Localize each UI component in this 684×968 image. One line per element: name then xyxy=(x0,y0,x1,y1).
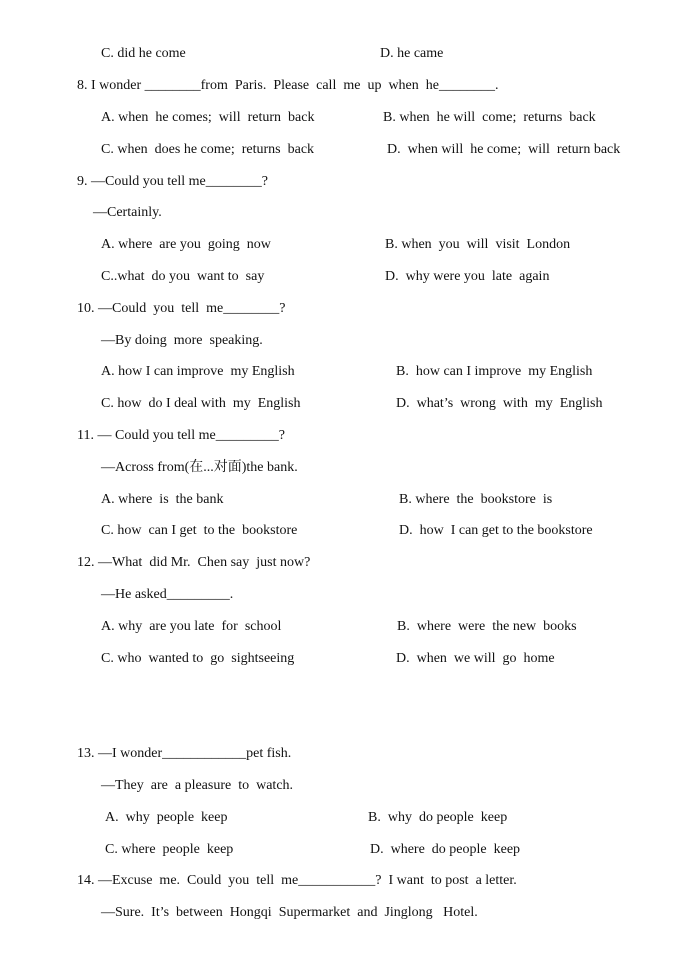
text-line: D. where do people keep xyxy=(370,842,521,857)
text-line: B. where the bookstore is xyxy=(399,492,553,507)
text-line: C. did he come xyxy=(101,46,186,61)
text-line: A. how I can improve my English xyxy=(101,364,295,379)
text-line: D. when will he come; will return back xyxy=(387,142,621,157)
text-line: D. when we will go home xyxy=(396,651,555,666)
text-line: D. why were you late again xyxy=(385,269,550,284)
text-line: 12. —What did Mr. Chen say just now? xyxy=(77,555,311,570)
text-line: 10. —Could you tell me________? xyxy=(77,301,286,316)
text-line: B. why do people keep xyxy=(368,810,508,825)
text-line: 8. I wonder ________from Paris. Please call me up when he________. xyxy=(77,78,499,93)
text-line: B. how can I improve my English xyxy=(396,364,593,379)
text-line: C. when does he come; returns back xyxy=(101,142,315,157)
text-line: —He asked_________. xyxy=(101,587,234,602)
text-line: —They are a pleasure to watch. xyxy=(101,778,294,793)
text-line: D. he came xyxy=(380,46,444,61)
text-line: C. where people keep xyxy=(105,842,234,857)
text-line: A. where is the bank xyxy=(101,492,224,507)
text-line: 13. —I wonder____________pet fish. xyxy=(77,746,292,761)
text-line: C. who wanted to go sightseeing xyxy=(101,651,295,666)
text-line: C. how do I deal with my English xyxy=(101,396,301,411)
text-line: B. when you will visit London xyxy=(385,237,571,252)
text-line: —Across from(在...对面)the bank. xyxy=(101,460,298,475)
text-line: A. when he comes; will return back xyxy=(101,110,315,125)
text-line: A. where are you going now xyxy=(101,237,271,252)
text-line: B. when he will come; returns back xyxy=(383,110,596,125)
text-line: D. how I can get to the bookstore xyxy=(399,523,593,538)
text-line: —By doing more speaking. xyxy=(101,333,263,348)
text-line: 9. —Could you tell me________? xyxy=(77,174,268,189)
text-line: —Certainly. xyxy=(93,205,162,220)
text-line: A. why are you late for school xyxy=(101,619,282,634)
text-line: 14. —Excuse me. Could you tell me___________? I want to post a letter. xyxy=(77,873,517,888)
text-line: C. how can I get to the bookstore xyxy=(101,523,298,538)
text-line: D. what’s wrong with my English xyxy=(396,396,603,411)
text-line: —Sure. It’s between Hongqi Supermarket and Jinglong Hotel. xyxy=(101,905,478,920)
text-line: B. where were the new books xyxy=(397,619,577,634)
text-line: 11. — Could you tell me_________? xyxy=(77,428,285,443)
text-line: A. why people keep xyxy=(105,810,228,825)
text-line: C..what do you want to say xyxy=(101,269,265,284)
